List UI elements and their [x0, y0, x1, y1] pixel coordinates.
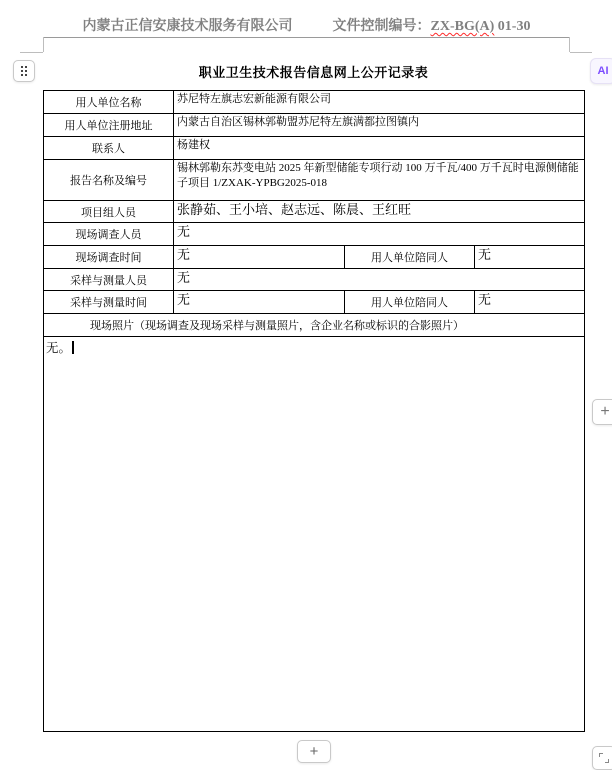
- companion-value[interactable]: 无: [475, 246, 585, 269]
- row-value[interactable]: 张静茹、王小培、赵志远、陈晨、王红旺: [174, 201, 585, 223]
- table-row: [44, 337, 585, 732]
- doc-control-number: 文件控制编号：ZX-BG(A) 01-30: [332, 19, 531, 34]
- photo-section-header: 现场照片（现场调查及现场采样与测量照片，含企业名称或标识的合影照片）: [44, 314, 585, 337]
- row-label: 联系人: [44, 137, 174, 160]
- row-value[interactable]: 无: [174, 246, 345, 269]
- expand-button[interactable]: [592, 746, 612, 770]
- row-value[interactable]: 无: [174, 223, 585, 246]
- insert-side-button[interactable]: [592, 399, 612, 425]
- companion-value[interactable]: 无: [475, 291, 585, 314]
- grid-dots-icon: [21, 66, 27, 76]
- plus-icon: +: [600, 403, 610, 420]
- table-row: [44, 314, 585, 337]
- table-row: [44, 246, 585, 269]
- row-value[interactable]: 锡林郭勒东苏变电站 2025 年新型储能专项行动 100 万千瓦/400 万千瓦时电源侧储能子项目 1/ZXAK-YPBG2025-018: [174, 160, 585, 201]
- photo-content-cell[interactable]: [44, 337, 585, 732]
- document-title: 职业卫生技术报告信息网上公开记录表: [198, 65, 429, 80]
- row-label: 现场调查人员: [44, 223, 174, 246]
- header-boundary-mark: [570, 52, 592, 53]
- row-label: 现场调查时间: [44, 246, 174, 269]
- header-boundary-mark: [20, 52, 43, 53]
- companion-label: 用人单位陪同人: [345, 246, 475, 269]
- plus-icon: +: [309, 743, 319, 760]
- row-value[interactable]: 苏尼特左旗志宏新能源有限公司: [174, 91, 585, 114]
- table-row: [44, 291, 585, 314]
- row-label: 用人单位名称: [44, 91, 174, 114]
- record-form-table: [43, 90, 585, 732]
- table-row: [44, 91, 585, 114]
- table-row: [44, 114, 585, 137]
- paragraph-drag-handle[interactable]: [13, 60, 35, 82]
- row-value[interactable]: 杨建权: [174, 137, 585, 160]
- table-row: [44, 137, 585, 160]
- row-label: 报告名称及编号: [44, 160, 174, 201]
- ai-assistant-button[interactable]: [590, 58, 612, 84]
- corner-brackets-icon: [599, 753, 609, 763]
- header-underline: [43, 37, 570, 38]
- table-row: [44, 201, 585, 223]
- insert-bottom-button[interactable]: [297, 740, 331, 763]
- companion-label: 用人单位陪同人: [345, 291, 475, 314]
- photo-content-text: 无。: [46, 341, 72, 355]
- table-row: [44, 269, 585, 291]
- row-label: 采样与测量时间: [44, 291, 174, 314]
- text-cursor: [72, 341, 74, 354]
- row-label: 用人单位注册地址: [44, 114, 174, 137]
- company-name: 内蒙古正信安康技术服务有限公司: [82, 19, 293, 34]
- row-label: 采样与测量人员: [44, 269, 174, 291]
- doc-control-code: ZX-BG(A): [430, 19, 495, 34]
- row-value[interactable]: 内蒙古自治区锡林郭勒盟苏尼特左旗满都拉图镇内: [174, 114, 585, 137]
- row-label: 项目组人员: [44, 201, 174, 223]
- table-row: [44, 223, 585, 246]
- header-boundary-mark: [43, 37, 44, 52]
- row-value[interactable]: 无: [174, 269, 585, 291]
- ai-button-label: AI: [597, 65, 609, 77]
- header-boundary-mark: [569, 37, 570, 52]
- row-value[interactable]: 无: [174, 291, 345, 314]
- page-running-header: [43, 15, 570, 35]
- table-row: [44, 160, 585, 201]
